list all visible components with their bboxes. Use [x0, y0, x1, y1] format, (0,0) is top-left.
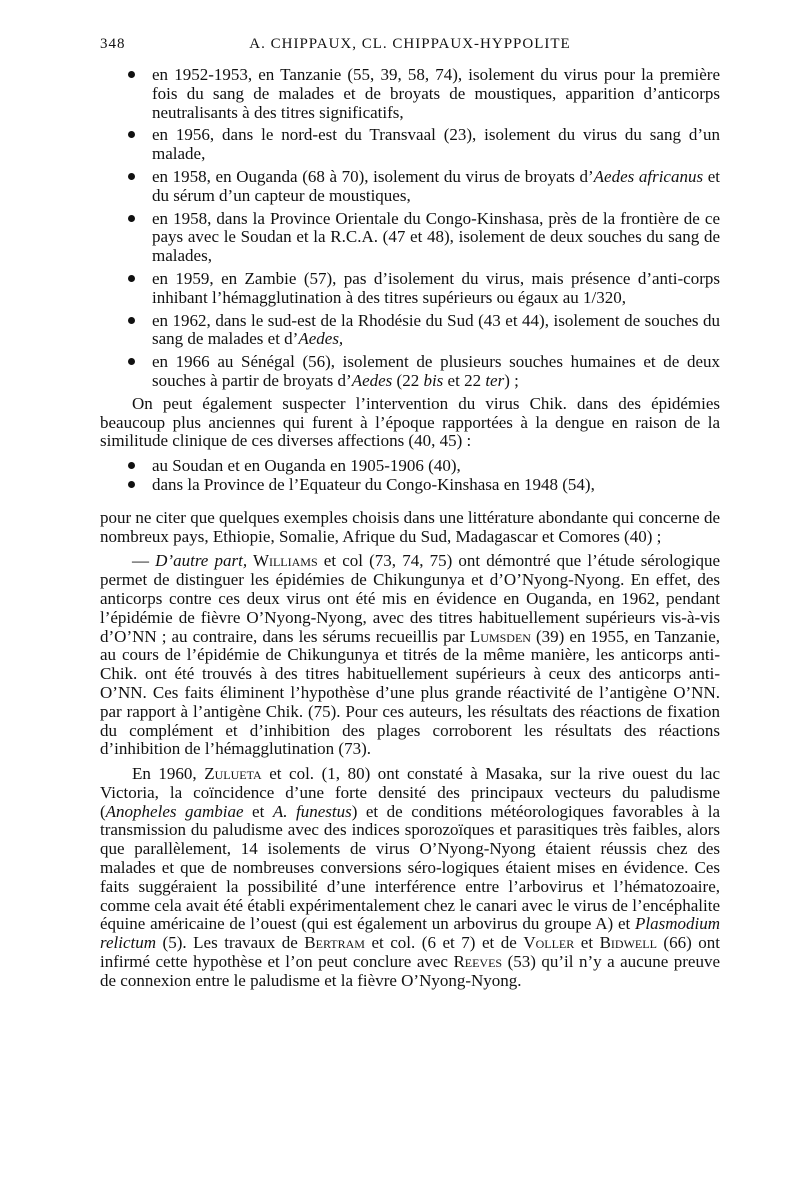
list-item: en 1958, en Ouganda (68 à 70), isolement du virus de broyats d’Aedes africanus et du sérum d’un capteur de moustiques,	[100, 168, 720, 206]
list-item: au Soudan et en Ouganda en 1905-1906 (40),	[100, 457, 720, 476]
body-text	[100, 66, 720, 997]
list-item: en 1966 au Sénégal (56), isolement de plusieurs souches humaines et de deux souches à partir de broyats d’Aedes (22 bis et 22 ter) ;	[100, 353, 720, 391]
running-title: A. CHIPPAUX, CL. CHIPPAUX-HYPPOLITE	[249, 36, 571, 52]
list-item: en 1962, dans le sud-est de la Rhodésie du Sud (43 et 44), isolement de souches du sang de malades et d’Aedes,	[100, 312, 720, 350]
bullet-icon	[128, 358, 135, 365]
list-item: en 1959, en Zambie (57), pas d’isolement du virus, mais présence d’anti-corps inhibant l’hémagglutination à des titres supérieurs ou égaux au 1/320,	[100, 270, 720, 308]
bullet-icon	[128, 275, 135, 282]
list-item: en 1958, dans la Province Orientale du Congo-Kinshasa, près de la frontière de ce pays avec le Soudan et la R.C.A. (47 et 48), isolement de deux souches du sang de malades,	[100, 210, 720, 266]
bullet-icon	[128, 173, 135, 180]
paragraph-suspect: On peut également suspecter l’intervention du virus Chik. dans des épidémies beaucoup plus anciennes qui furent à l’époque rapportées à la dengue en raison de la similitude clinique de ces diverses affections (40, 45) :	[100, 393, 720, 451]
bullet-icon	[128, 481, 135, 488]
list-item: en 1956, dans le nord-est du Transvaal (23), isolement du virus du sang d’un malade,	[100, 126, 720, 164]
paragraph-citer: pour ne citer que quelques exemples choisis dans une littérature abondante qui concerne de nombreux pays, Ethiopie, Somalie, Afrique du Sud, Madagascar et Comores (40) ;	[100, 507, 720, 546]
bullet-icon	[128, 71, 135, 78]
bullet-icon	[128, 317, 135, 324]
list-item: en 1952-1953, en Tanzanie (55, 39, 58, 74), isolement du virus pour la première fois du sang de malades et de broyats de moustiques, apparition d’anticorps neutralisants à des titres significatifs,	[100, 66, 720, 122]
page-number: 348	[100, 36, 126, 52]
paragraph-zulueta: En 1960, Zulueta et col. (1, 80) ont constaté à Masaka, sur la rive ouest du lac Victoria, la coïncidence d’une forte densité des principaux vecteurs du paludisme (Anopheles gambiae et A. funestus) et de conditions météorologiques favorables à la transmission du paludisme avec des indices sporozoïques et parasitiques très faibles, alors que parallèlement, 14 isolements de virus O’Nyong-Nyong étaient réussis chez des malades et que de nombreuses conversions séro-logiques étaient mises en évidence. Ces faits suggéraient la possibilité d’une interférence entre l’arbovirus et l’hématozoaire, comme cela avait été établi expérimentalement chez le canari avec le virus de l’encéphalite équine américaine de l’ouest (qui est également un arbovirus du groupe A) et Plasmodium relictum (5). Les travaux de Bertram et col. (6 et 7) et de Voller et Bidwell (66) ont infirmé cette hypothèse et l’on peut conclure avec Reeves (53) qu’il n’y a aucune preuve de connexion entre le paludisme et la fièvre O’Nyong-Nyong.	[100, 764, 721, 990]
bullet-icon	[128, 131, 135, 138]
page-header	[100, 36, 720, 56]
bullet-icon	[128, 462, 135, 469]
paragraph-williams: — D’autre part, Williams et col (73, 74, 75) ont démontré que l’étude sérologique permet de distinguer les épidémies de Chikungunya et d’O’Nyong-Nyong. En effet, des anticorps contre ces deux virus ont été mis en évidence en Ouganda, en 1962, pendant l’épidémie de fièvre O’Nyong-Nyong, avec des titres habituellement supérieurs vis-à-vis d’O’NN ; au contraire, dans les sérums recueillis par Lumsden (39) en 1955, en Tanzanie, au cours de l’épidémie de Chikungunya et titrés de la même manière, les anticorps anti-Chik. ont été trouvés à des titres habituellement supérieurs à ceux des anticorps anti-O’NN. Ces faits éliminent l’hypothèse d’une plus grande réactivité de l’antigène O’NN. par rapport à l’antigène Chik. (75). Pour ces auteurs, les résultats des réactions de fixation du complément et d’inhibition des plages corroborent les résultats des réactions d’inhibition de l’hémagglutination (73).	[100, 551, 721, 759]
outbreak-list	[100, 66, 720, 391]
bullet-icon	[128, 215, 135, 222]
old-epidemics-list	[100, 457, 720, 495]
list-item: dans la Province de l’Equateur du Congo-Kinshasa en 1948 (54),	[100, 476, 720, 495]
